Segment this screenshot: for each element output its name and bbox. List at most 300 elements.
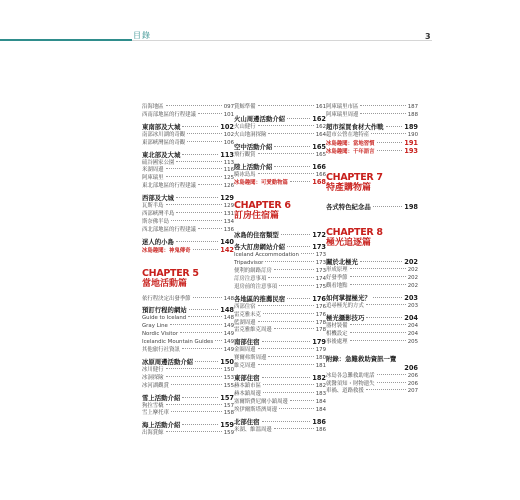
entry-title: 各式特色紀念品 [326,203,371,212]
dot-leader [182,126,218,127]
toc-entry [142,227,234,235]
dot-leader [171,411,222,412]
toc-entry [234,260,326,268]
entry-page: 150 [220,357,234,366]
dot-leader [274,166,310,167]
toc-section-entry [326,122,418,132]
entry-page: 125 [223,175,234,182]
dot-leader [360,113,405,114]
toc-entry [234,383,326,391]
toc-entry [234,355,326,363]
entry-title: 冰島各急難救助電話 [326,372,375,379]
entry-page: 204 [404,314,418,323]
toc-entry [142,211,234,219]
page-header-label: 目錄 [133,31,151,40]
dot-leader [263,313,314,314]
toc-entry [234,104,326,112]
dot-leader [265,261,313,262]
dot-leader [268,133,313,134]
chapter-number: CHAPTER 5 [142,267,199,279]
toc-entry [142,347,234,355]
entry-title: 事後處理 [326,338,348,345]
toc-entry [326,112,418,120]
entry-page: 113 [220,150,234,159]
entry-page: 202 [404,258,418,267]
entry-page: 126 [223,183,234,190]
entry-title: 冰島趣聞：可愛動物篇 [234,180,288,187]
dot-leader [279,285,314,286]
chapter-title: 極光追逐篇 [326,238,372,249]
entry-title: 西北部地區的行程建議 [142,226,196,233]
toc-entry [234,327,326,335]
dot-leader [366,389,406,390]
entry-page: 142 [220,245,234,254]
dot-leader [373,206,403,207]
dot-leader [166,376,222,377]
toc-entry [326,373,418,381]
entry-page: 183 [315,390,326,397]
entry-page: 184 [315,406,326,413]
entry-page: 168 [312,178,326,187]
entry-page: 203 [404,294,418,303]
entry-page: 202 [407,283,418,290]
dot-leader [258,305,314,306]
dot-leader [215,340,222,341]
entry-page: 176 [315,311,326,318]
toc-column-2 [234,104,326,434]
entry-page: 176 [312,294,326,303]
dot-leader [258,105,314,106]
entry-title: 東北部地區的行程建議 [142,183,196,190]
entry-title: 硫谷國家公園 [142,159,175,166]
dot-leader [274,269,314,270]
entry-page: 184 [315,398,326,405]
toc-entry [326,303,418,311]
dot-leader [366,317,402,318]
entry-title: 冰川健行 [142,366,164,373]
entry-title: 北部住宿 [234,417,260,426]
dot-leader [281,234,311,235]
header-accent-bar [0,39,132,41]
entry-title: 冰洞探險 [142,374,164,381]
entry-title: 車禍、道路救援 [326,388,364,395]
entry-title: 迷人的小島 [142,237,174,246]
toc-entry [142,203,234,211]
header-rule [132,40,432,41]
toc-entry [326,331,418,339]
toc-entry [142,132,234,140]
dot-leader [262,421,311,422]
entry-title: 西部住宿 [234,303,256,310]
entry-page: 205 [407,338,418,345]
entry-title: 西部及大城 [142,194,174,203]
toc-entry [142,219,234,227]
dot-leader [350,268,406,269]
entry-title: Iceland Accommodation [234,252,299,259]
entry-page: 159 [223,430,234,437]
dot-leader [360,261,402,262]
toc-entry [326,323,418,331]
dot-leader [373,297,403,298]
entry-page: 102 [223,131,234,138]
appendix-title: 附錄：急難救助資訊一覽 [326,354,397,363]
entry-title: 冰島趣聞：千年語言 [326,148,375,155]
entry-page: 165 [315,151,326,158]
entry-page: 191 [404,138,418,147]
entry-title: 追尋極光的方式 [326,303,364,310]
entry-title: 阿庫瑞里 [142,175,164,182]
dot-leader [279,408,314,409]
entry-title: Gray Line [142,323,168,330]
toc-entry [142,375,234,383]
entry-page: 159 [220,421,234,430]
dot-leader [171,384,222,385]
entry-page: 204 [407,330,418,337]
entry-page: 186 [315,426,326,433]
entry-page: 162 [312,114,326,123]
entry-page: 148 [223,315,234,322]
entry-page: 198 [404,203,418,212]
toc-entry [142,296,234,304]
entry-title: 東部峽灣區的奇觀 [142,139,186,146]
toc-section-entry [234,162,326,172]
dot-leader [258,321,314,322]
entry-title: 各大訂房網站介紹 [234,243,286,252]
entry-title: 南部住宿 [234,338,260,347]
dot-leader [166,204,222,205]
dot-leader [377,382,406,383]
entry-title: 南部冰川湖的奇觀 [142,131,186,138]
toc-entry [142,430,234,438]
entry-title: 米湖周邊 [142,167,164,174]
chapter-number: CHAPTER 8 [326,227,383,239]
dot-leader [176,197,218,198]
entry-page: 157 [223,402,234,409]
entry-title: 騎冰島馬 [234,171,256,178]
entry-title: 阿庫瑞里市區 [326,104,359,110]
entry-page: 179 [315,347,326,354]
dot-leader [258,364,314,365]
dot-leader [176,212,221,213]
dot-leader [371,133,406,134]
entry-title: 維克周邊 [234,363,256,370]
chapter-heading-6 [234,201,326,222]
entry-page: 106 [223,139,234,146]
entry-title: 冰島趣聞：當地習慣 [326,140,375,147]
entry-page: 148 [223,295,234,302]
entry-title: 埃伊爾斯塔濟周邊 [234,406,278,413]
toc-entry [234,399,326,407]
dot-leader [198,113,222,114]
toc-column-1 [142,104,234,438]
toc-entry [234,312,326,320]
toc-section-entry [326,293,418,303]
toc-entry [234,252,326,260]
entry-title: 各地區的推薦民宿 [234,294,286,303]
dot-leader [176,241,218,242]
toc-entry [142,247,234,255]
dot-leader [182,154,218,155]
dot-leader [377,150,403,151]
dot-leader [182,348,222,349]
toc-section-entry [234,230,326,240]
dot-leader [290,400,314,401]
entry-page: 166 [312,162,326,171]
entry-title: 赫本鎮周邊 [234,390,261,397]
toc-entry [234,391,326,399]
toc-entry [326,283,418,291]
entry-page: 190 [407,131,418,138]
entry-page: 149 [223,339,234,346]
toc-entry [234,284,326,292]
toc-column-3 [326,104,418,396]
entry-title: 便利的網路訂房 [234,268,272,275]
toc-entry [234,152,326,160]
entry-title: 冰島的住宿類型 [234,231,279,240]
toc-entry [234,304,326,312]
dot-leader [258,153,314,154]
entry-page: 161 [315,104,326,110]
chapter-heading-8 [326,228,418,249]
dot-leader [176,161,221,162]
toc-entry [142,315,234,323]
entry-page: 158 [223,410,234,417]
toc-entry [234,363,326,371]
entry-title: 藍湖周邊 [234,319,256,326]
entry-page: 207 [407,388,418,395]
dot-leader [350,332,406,333]
entry-title: Tripadvisor [234,260,264,267]
entry-title: 火山健行 [234,123,256,130]
entry-title: 訂房注意事項 [234,276,267,283]
entry-page: 174 [315,276,326,283]
dot-leader [263,392,314,393]
entry-page: 140 [220,237,234,246]
dot-leader [274,328,314,329]
dot-leader [198,184,222,185]
chapter-heading-7 [326,173,418,194]
entry-page: 206 [407,380,418,387]
entry-page: 101 [223,111,234,118]
dot-leader [171,220,222,221]
entry-page: 172 [312,231,326,240]
entry-page: 173 [315,252,326,259]
entry-title: 阿庫瑞里周邊 [326,111,359,118]
toc-section-entry [142,150,234,160]
toc-entry [234,276,326,284]
toc-entry [142,383,234,391]
toc-section-entry [142,122,234,132]
dot-leader [170,324,222,325]
dot-leader [182,424,218,425]
entry-page: 166 [315,171,326,178]
entry-page: 155 [223,382,234,389]
toc-entry [142,140,234,148]
toc-entry [234,132,326,140]
entry-page: 206 [407,372,418,379]
toc-entry [326,104,418,112]
dot-leader [188,316,222,317]
dot-leader [377,374,406,375]
entry-title: 瓦斯半島 [142,203,164,210]
entry-title: Icelandic Mountain Guides [142,339,214,346]
entry-page: 186 [312,417,326,426]
page-number: 3 [425,32,431,41]
dot-leader [258,125,314,126]
entry-title: 冰原周邊活動介紹 [142,357,194,366]
toc-entry [326,339,418,347]
entry-page: 178 [315,327,326,334]
toc-entry [234,124,326,132]
appendix-entry [326,355,418,373]
entry-title: 出海賞鯨 [142,430,164,437]
entry-title: 飛行觀賞 [234,151,256,158]
toc-section-entry [142,305,234,315]
dot-leader [263,384,314,385]
entry-title: 狗拉雪橇 [142,402,164,409]
entry-title: 赫本鎮市區 [234,383,261,390]
dot-leader [195,361,218,362]
toc-entry [142,323,234,331]
dot-leader [350,324,406,325]
toc-entry [326,148,418,156]
entry-page: 178 [315,319,326,326]
entry-page: 149 [223,347,234,354]
toc-section-entry [234,142,326,152]
toc-section-entry [142,393,234,403]
dot-leader [268,277,313,278]
entry-title: Nordic Visitor [142,331,179,338]
entry-title: 金圈周邊 [234,347,256,354]
dot-leader [166,105,222,106]
toc-entry [234,268,326,276]
entry-page: 149 [223,323,234,330]
toc-entry [142,331,234,339]
chapter-title: 當地活動篇 [142,278,188,289]
entry-title: 器材裝備 [326,323,348,330]
entry-page: 149 [223,331,234,338]
entry-title: 冰島趣聞：神鬼傳奇 [142,247,191,254]
dot-leader [301,253,314,254]
toc-section-entry [142,193,234,203]
entry-title: 東南部及大城 [142,122,181,131]
entry-title: 其他旅行社資訊 [142,347,180,354]
dot-leader [386,126,403,127]
entry-page: 179 [312,338,326,347]
dot-leader [166,431,222,432]
dot-leader [166,168,222,169]
entry-title: 形成原理 [326,267,348,274]
entry-page: 173 [315,268,326,275]
entry-title: 如何掌握極光？ [326,294,371,303]
dot-leader [350,340,406,341]
dot-leader [187,141,222,142]
toc-entry [142,410,234,418]
entry-title: 退房前的注意事項 [234,283,278,290]
entry-page: 193 [404,146,418,155]
entry-title: 相機設定 [326,330,348,337]
dot-leader [366,304,406,305]
entry-page: 180 [315,355,326,362]
entry-title: Guide to Iceland [142,315,187,322]
toc-section-entry [326,313,418,323]
entry-page: 102 [220,122,234,131]
toc-section-entry [234,242,326,252]
entry-page: 176 [315,303,326,310]
toc-entry [234,407,326,415]
entry-page: 181 [315,363,326,370]
entry-title: 雷克雅未克 [234,311,261,318]
entry-page: 148 [220,306,234,315]
entry-page: 189 [404,122,418,131]
toc-entry [142,112,234,120]
chapter-heading-5 [142,269,234,290]
appendix-page: 206 [404,363,418,372]
entry-page: 136 [223,226,234,233]
chapter-number: CHAPTER 7 [326,172,383,184]
toc-entry [234,427,326,435]
dot-leader [268,356,313,357]
entry-title: 海上活動介紹 [142,421,181,430]
entry-page: 175 [315,283,326,290]
dot-leader [287,118,310,119]
dot-leader [193,249,219,250]
toc-entry [142,367,234,375]
entry-page: 173 [315,260,326,267]
dot-leader [350,276,406,277]
entry-title: 東北部及大城 [142,150,181,159]
entry-title: 賽爾弗斯周邊 [234,355,267,362]
entry-title: 關於北極光 [326,258,358,267]
toc-entry [142,104,234,112]
entry-title: 沿海地區 [142,104,164,110]
entry-title: 雪上摩托車 [142,410,169,417]
entry-page: 097 [223,104,234,110]
toc-section-entry [142,357,234,367]
entry-page: 187 [407,104,418,110]
entry-title: 塞爾斯費尼爾小鎮周邊 [234,398,288,405]
entry-title: 超市採買食材大作戰 [326,122,384,131]
chapter-title: 特產購物篇 [326,183,372,194]
dot-leader [166,404,222,405]
entry-page: 113 [223,159,234,166]
chapter-number: CHAPTER 6 [234,200,291,212]
dot-leader [287,246,310,247]
entry-page: 188 [407,111,418,118]
entry-page: 164 [315,131,326,138]
entry-page: 134 [223,218,234,225]
entry-title: 就醫須知・財物遺失 [326,380,375,387]
entry-title: 雪上活動介紹 [142,393,181,402]
dot-leader [198,228,222,229]
toc-entry [326,388,418,396]
entry-page: 203 [407,303,418,310]
toc-section-entry [234,337,326,347]
entry-page: 116 [223,167,234,174]
entry-title: 西部峽灣半島 [142,211,175,218]
dot-leader [350,284,406,285]
entry-title: 觀看地點 [326,283,348,290]
entry-title: 火山周邊活動介紹 [234,114,286,123]
toc-section-entry [234,417,326,427]
toc-section-entry [234,373,326,383]
dot-leader [360,105,405,106]
entry-title: 預訂行程的網站 [142,306,187,315]
entry-title: 火山地洞探險 [234,131,267,138]
entry-page: 150 [223,366,234,373]
toc-section-entry [142,420,234,430]
toc-entry [142,339,234,347]
